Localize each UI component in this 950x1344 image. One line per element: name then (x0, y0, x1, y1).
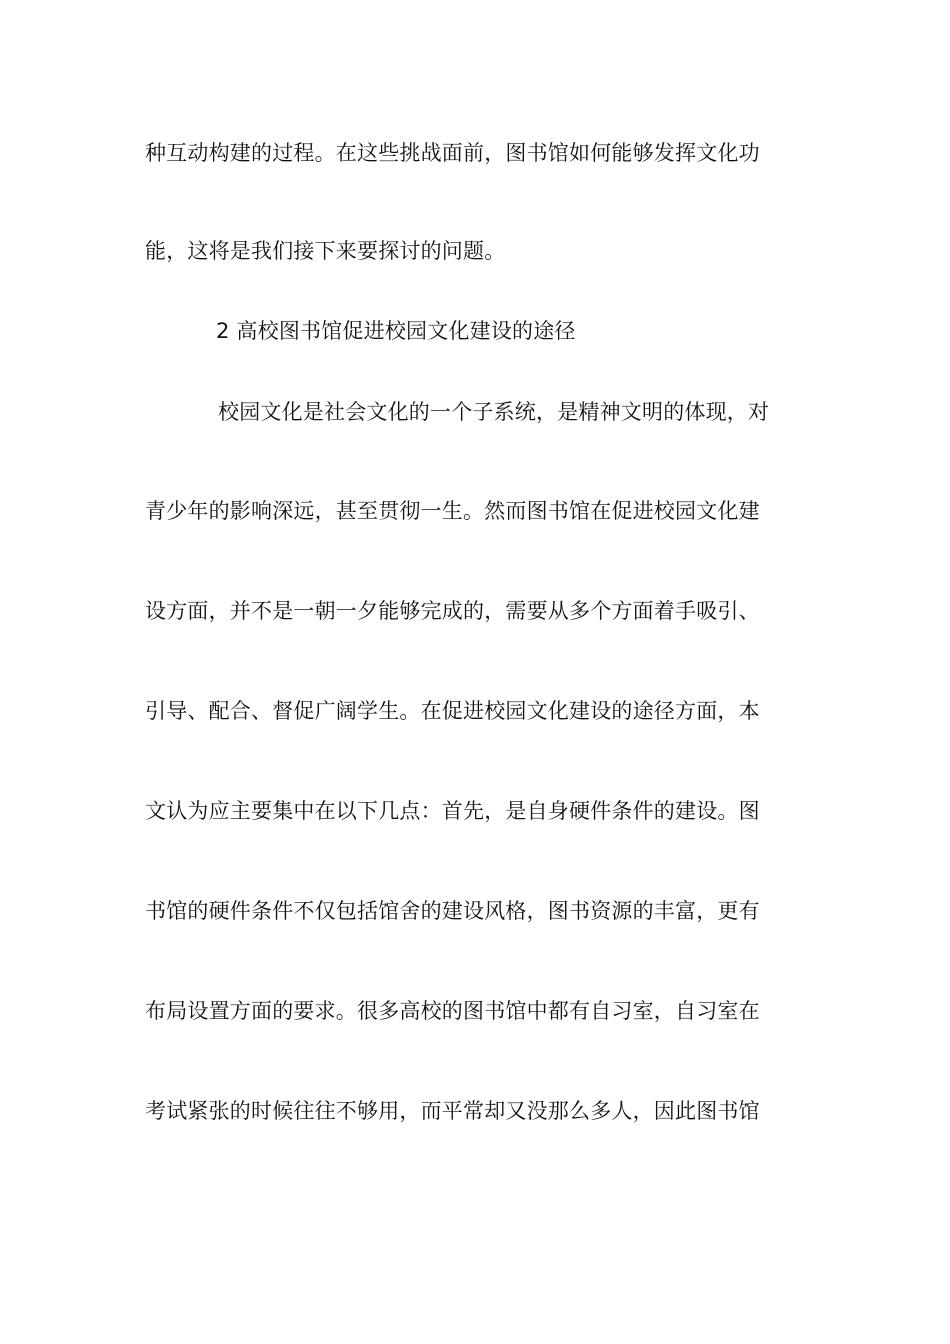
paragraph-line: 考试紧张的时候往往不够用，而平常却又没那么多人，因此图书馆 (145, 1099, 760, 1123)
paragraph-line: 文认为应主要集中在以下几点：首先，是自身硬件条件的建设。图 (145, 799, 760, 823)
paragraph-line: 书馆的硬件条件不仅包括馆舍的建设风格，图书资源的丰富，更有 (145, 899, 760, 923)
paragraph-line: 能，这将是我们接下来要探讨的问题。 (145, 239, 506, 263)
paragraph-line: 校园文化是社会文化的一个子系统，是精神文明的体现，对 (218, 400, 770, 424)
paragraph-line: 布局设置方面的要求。很多高校的图书馆中都有自习室，自习室在 (145, 999, 760, 1023)
paragraph-line: 青少年的影响深远，甚至贯彻一生。然而图书馆在促进校园文化建 (145, 499, 760, 523)
paragraph-line: 设方面，并不是一朝一夕能够完成的，需要从多个方面着手吸引、 (145, 599, 760, 623)
paragraph-line: 种互动构建的过程。在这些挑战面前，图书馆如何能够发挥文化功 (145, 141, 760, 165)
section-heading: 2 高校图书馆促进校园文化建设的途径 (216, 319, 576, 343)
paragraph-line: 引导、配合、督促广阔学生。在促进校园文化建设的途径方面，本 (145, 699, 760, 723)
